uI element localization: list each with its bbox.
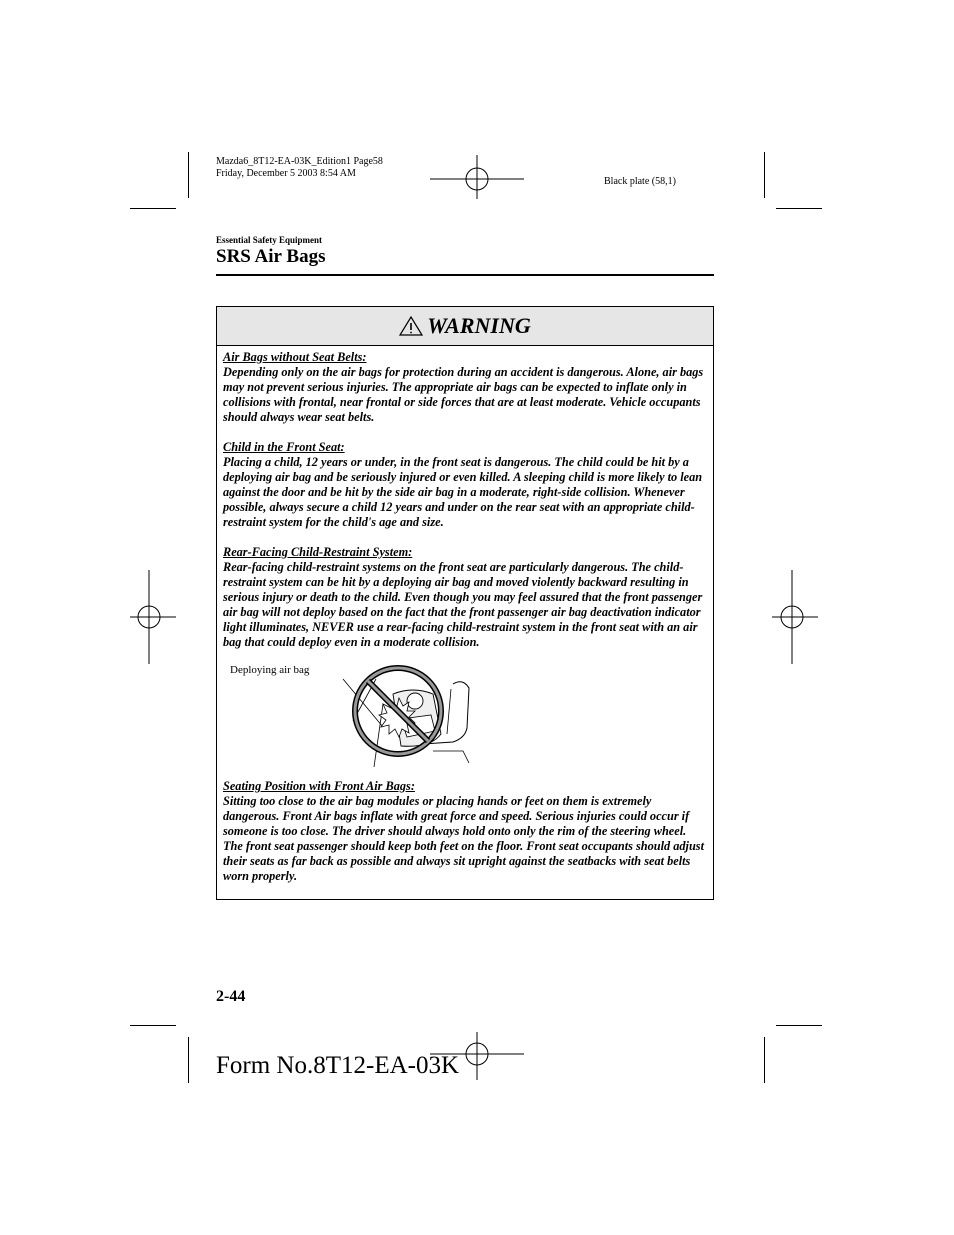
paragraph-heading: Rear-Facing Child-Restraint System:	[223, 545, 413, 559]
paragraph-text: Placing a child, 12 years or under, in the front seat is dangerous. The child could be hit by a deploying air bag and be seriously injured or even killed. A sleeping child is more likely to lean against the door and be hit by the side air bag in a moderate, right-side collision. Whenever possible, always secure a child 12 years and under on the rear seat with an appropriate child-restraint system for the child's age and size.	[223, 455, 703, 529]
paragraph-heading: Seating Position with Front Air Bags:	[223, 779, 415, 793]
warning-paragraph	[223, 350, 707, 425]
warning-title: WARNING	[427, 313, 531, 338]
warning-header	[217, 307, 713, 346]
plate-label: Black plate (58,1)	[604, 176, 676, 187]
paragraph-text: Rear-facing child-restraint systems on the front seat are particularly dangerous. The child-restraint system can be hit by a deploying air bag and moved violently backward resulting in serious injury or death to the child. Even though you may feel assured that the front passenger air bag will not deploy based on the fact that the front passenger air bag deactivation indicator light illuminates, NEVER use a rear-facing child-restraint system in the front seat with an air bag that could deploy even in a moderate collision.	[223, 560, 703, 649]
registration-mark-icon	[430, 155, 524, 201]
print-meta	[216, 156, 383, 180]
prohibited-rear-facing-seat-icon	[283, 659, 503, 769]
warning-paragraph	[223, 779, 707, 884]
print-date-line: Friday, December 5 2003 8:54 AM	[216, 168, 356, 179]
registration-mark-icon	[772, 570, 818, 664]
paragraph-heading: Child in the Front Seat:	[223, 440, 345, 454]
figure-label: Deploying air bag	[230, 664, 310, 676]
warning-triangle-icon	[399, 316, 423, 336]
page-title: SRS Air Bags	[216, 246, 326, 267]
page-number: 2-44	[216, 988, 246, 1005]
section-label: Essential Safety Equipment	[216, 235, 323, 245]
registration-mark-icon	[130, 570, 176, 664]
paragraph-heading: Air Bags without Seat Belts:	[223, 350, 367, 364]
warning-paragraph	[223, 545, 707, 650]
airbag-illustration	[223, 659, 707, 769]
paragraph-text: Sitting too close to the air bag modules or placing hands or feet on them is extremely dangerous. Front Air bags inflate with great force and speed. Serious injuries could occur if someone is too close. The driver should always hold onto only the rim of the steering wheel. The front seat passenger should keep both feet on the floor. Front seat occupants should adjust their seats as far back as possible and always sit upright against the seatbacks with seat belts worn properly.	[223, 794, 705, 883]
warning-paragraph	[223, 440, 707, 530]
paragraph-text: Depending only on the air bags for protection during an accident is dangerous. Alone, air bags may not prevent serious injuries. The appropriate air bags can be expected to inflate only in collisions with frontal, near frontal or side forces that are at least moderate. Vehicle occupants should always wear seat belts.	[223, 365, 704, 424]
form-number: Form No.8T12-EA-03K	[216, 1052, 460, 1079]
title-divider	[216, 274, 714, 276]
warning-box	[216, 306, 714, 900]
doc-id-line: Mazda6_8T12-EA-03K_Edition1 Page58	[216, 156, 383, 167]
warning-body	[217, 346, 713, 884]
